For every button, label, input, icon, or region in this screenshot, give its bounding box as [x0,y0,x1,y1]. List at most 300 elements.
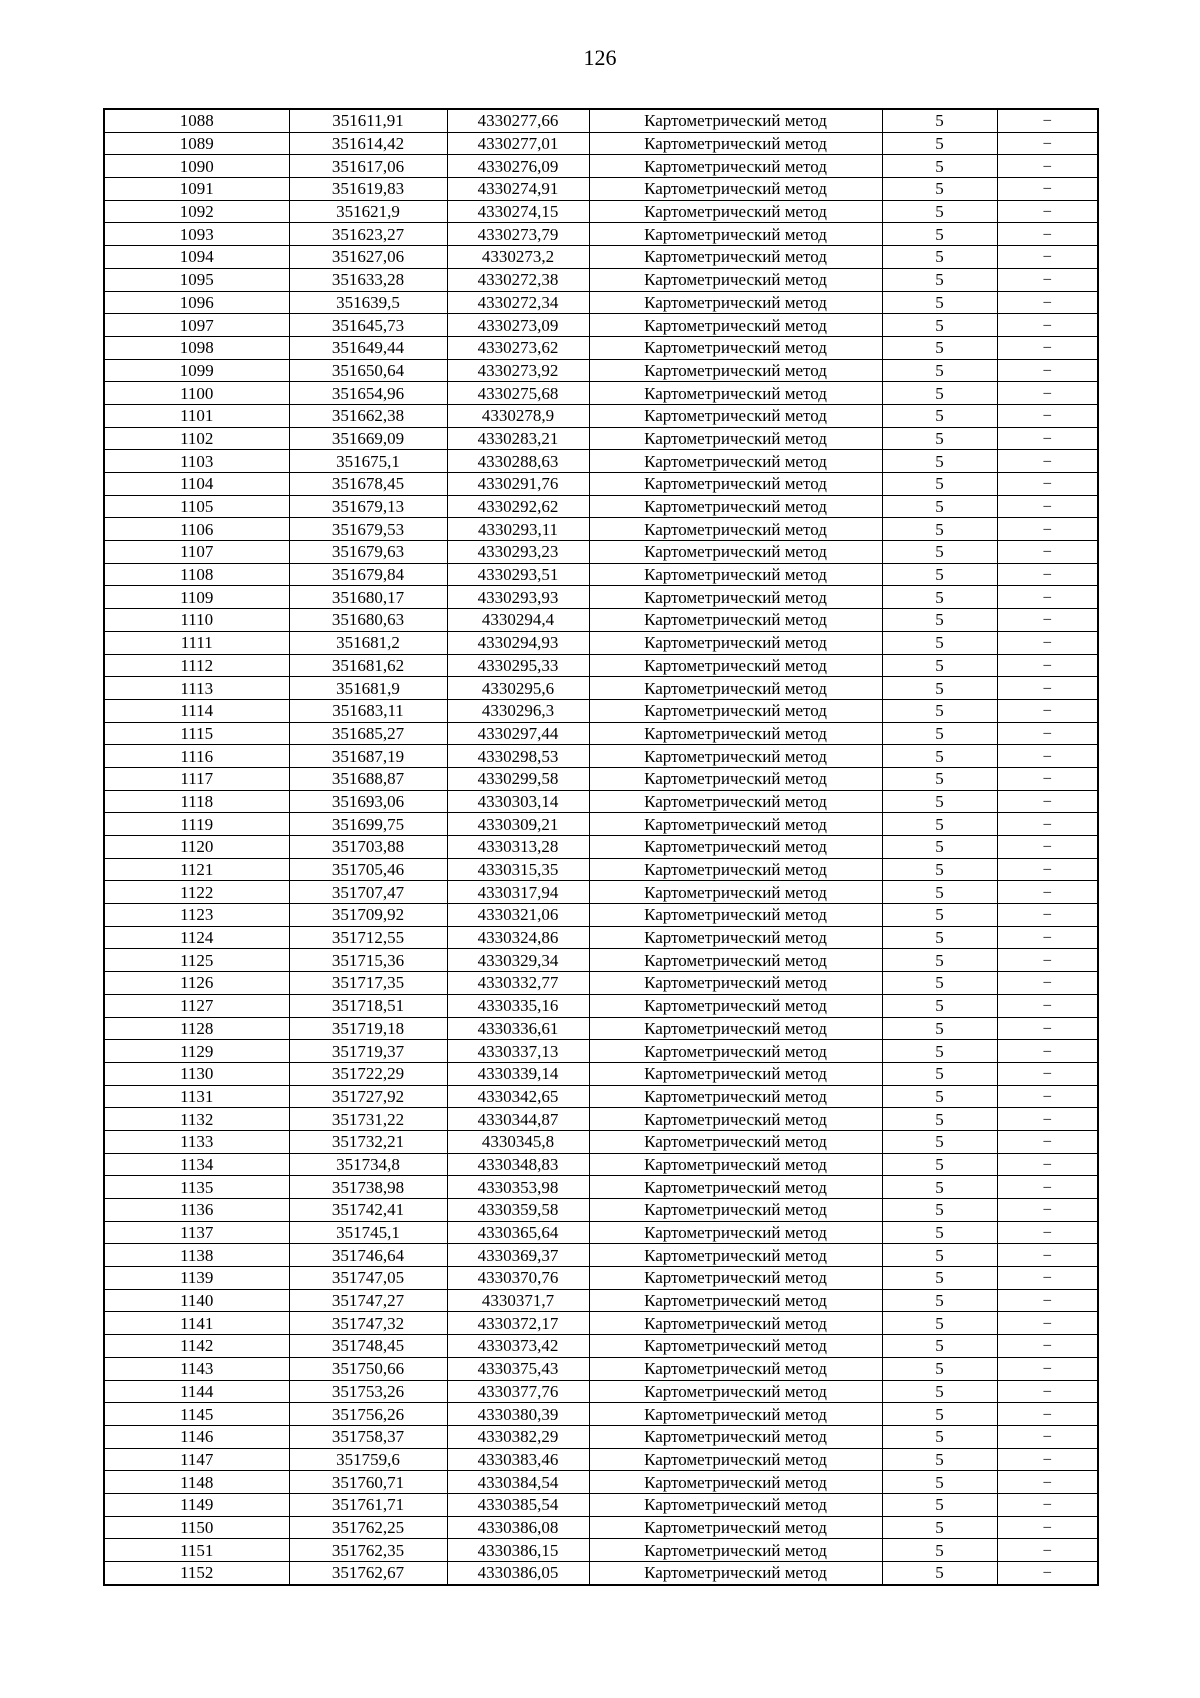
accuracy-cell: 5 [882,654,997,677]
y-coordinate-cell: 4330365,64 [447,1221,589,1244]
x-coordinate-cell: 351639,5 [289,291,447,314]
y-coordinate-cell: 4330345,8 [447,1130,589,1153]
point-number-cell: 1148 [104,1471,289,1494]
dash-cell: – [997,677,1098,700]
y-coordinate-cell: 4330371,7 [447,1289,589,1312]
table-row [104,1493,1098,1516]
table-row [104,1516,1098,1539]
dash-cell: – [997,1562,1098,1585]
y-coordinate-cell: 4330293,23 [447,541,589,564]
method-cell: Картометрический метод [589,1199,882,1222]
table-row [104,427,1098,450]
method-cell: Картометрический метод [589,699,882,722]
dash-cell: – [997,699,1098,722]
dash-cell: – [997,1017,1098,1040]
accuracy-cell: 5 [882,1516,997,1539]
point-number-cell: 1089 [104,132,289,155]
table-row [104,949,1098,972]
table-row [104,518,1098,541]
y-coordinate-cell: 4330273,09 [447,314,589,337]
y-coordinate-cell: 4330272,34 [447,291,589,314]
dash-cell: – [997,1267,1098,1290]
dash-cell: – [997,767,1098,790]
dash-cell: – [997,586,1098,609]
method-cell: Картометрический метод [589,631,882,654]
accuracy-cell: 5 [882,904,997,927]
y-coordinate-cell: 4330321,06 [447,904,589,927]
table-row [104,1221,1098,1244]
accuracy-cell: 5 [882,518,997,541]
method-cell: Картометрический метод [589,1176,882,1199]
dash-cell: – [997,495,1098,518]
accuracy-cell: 5 [882,336,997,359]
accuracy-cell: 5 [882,972,997,995]
accuracy-cell: 5 [882,109,997,132]
table-row [104,1153,1098,1176]
point-number-cell: 1116 [104,745,289,768]
table-row [104,178,1098,201]
accuracy-cell: 5 [882,699,997,722]
x-coordinate-cell: 351746,64 [289,1244,447,1267]
point-number-cell: 1144 [104,1380,289,1403]
dash-cell: – [997,291,1098,314]
accuracy-cell: 5 [882,1176,997,1199]
point-number-cell: 1121 [104,858,289,881]
accuracy-cell: 5 [882,246,997,269]
y-coordinate-cell: 4330275,68 [447,382,589,405]
accuracy-cell: 5 [882,382,997,405]
method-cell: Картометрический метод [589,1085,882,1108]
x-coordinate-cell: 351678,45 [289,473,447,496]
accuracy-cell: 5 [882,1425,997,1448]
method-cell: Картометрический метод [589,1380,882,1403]
x-coordinate-cell: 351719,18 [289,1017,447,1040]
method-cell: Картометрический метод [589,1244,882,1267]
point-number-cell: 1142 [104,1335,289,1358]
x-coordinate-cell: 351738,98 [289,1176,447,1199]
dash-cell: – [997,1403,1098,1426]
table-row [104,1108,1098,1131]
dash-cell: – [997,1493,1098,1516]
point-number-cell: 1141 [104,1312,289,1335]
x-coordinate-cell: 351680,17 [289,586,447,609]
dash-cell: – [997,1380,1098,1403]
table-row [104,404,1098,427]
x-coordinate-cell: 351688,87 [289,767,447,790]
method-cell: Картометрический метод [589,473,882,496]
method-cell: Картометрический метод [589,200,882,223]
x-coordinate-cell: 351718,51 [289,994,447,1017]
point-number-cell: 1104 [104,473,289,496]
accuracy-cell: 5 [882,1335,997,1358]
dash-cell: – [997,268,1098,291]
table-row [104,926,1098,949]
x-coordinate-cell: 351627,06 [289,246,447,269]
y-coordinate-cell: 4330272,38 [447,268,589,291]
x-coordinate-cell: 351745,1 [289,1221,447,1244]
x-coordinate-cell: 351699,75 [289,813,447,836]
table-row [104,1244,1098,1267]
method-cell: Картометрический метод [589,336,882,359]
y-coordinate-cell: 4330324,86 [447,926,589,949]
point-number-cell: 1111 [104,631,289,654]
dash-cell: – [997,1108,1098,1131]
accuracy-cell: 5 [882,563,997,586]
x-coordinate-cell: 351611,91 [289,109,447,132]
accuracy-cell: 5 [882,1130,997,1153]
method-cell: Картометрический метод [589,767,882,790]
dash-cell: – [997,1471,1098,1494]
point-number-cell: 1118 [104,790,289,813]
method-cell: Картометрический метод [589,1130,882,1153]
method-cell: Картометрический метод [589,1562,882,1585]
y-coordinate-cell: 4330380,39 [447,1403,589,1426]
accuracy-cell: 5 [882,1062,997,1085]
point-number-cell: 1112 [104,654,289,677]
accuracy-cell: 5 [882,745,997,768]
point-number-cell: 1143 [104,1357,289,1380]
accuracy-cell: 5 [882,1040,997,1063]
table-row [104,109,1098,132]
y-coordinate-cell: 4330294,93 [447,631,589,654]
dash-cell: – [997,178,1098,201]
point-number-cell: 1135 [104,1176,289,1199]
method-cell: Картометрический метод [589,382,882,405]
method-cell: Картометрический метод [589,926,882,949]
dash-cell: – [997,790,1098,813]
dash-cell: – [997,1539,1098,1562]
y-coordinate-cell: 4330342,65 [447,1085,589,1108]
accuracy-cell: 5 [882,586,997,609]
table-row [104,1062,1098,1085]
point-number-cell: 1132 [104,1108,289,1131]
table-row [104,1562,1098,1585]
x-coordinate-cell: 351762,67 [289,1562,447,1585]
method-cell: Картометрический метод [589,1425,882,1448]
y-coordinate-cell: 4330277,66 [447,109,589,132]
dash-cell: – [997,1085,1098,1108]
x-coordinate-cell: 351681,9 [289,677,447,700]
table-row [104,291,1098,314]
point-number-cell: 1129 [104,1040,289,1063]
table-row [104,994,1098,1017]
method-cell: Картометрический метод [589,949,882,972]
dash-cell: – [997,813,1098,836]
point-number-cell: 1151 [104,1539,289,1562]
y-coordinate-cell: 4330317,94 [447,881,589,904]
accuracy-cell: 5 [882,926,997,949]
method-cell: Картометрический метод [589,1062,882,1085]
x-coordinate-cell: 351719,37 [289,1040,447,1063]
x-coordinate-cell: 351669,09 [289,427,447,450]
x-coordinate-cell: 351681,2 [289,631,447,654]
y-coordinate-cell: 4330278,9 [447,404,589,427]
method-cell: Картометрический метод [589,1493,882,1516]
table-row [104,813,1098,836]
accuracy-cell: 5 [882,1357,997,1380]
table-row [104,1471,1098,1494]
accuracy-cell: 5 [882,1380,997,1403]
dash-cell: – [997,1448,1098,1471]
table-row [104,1357,1098,1380]
method-cell: Картометрический метод [589,609,882,632]
table-row [104,699,1098,722]
x-coordinate-cell: 351742,41 [289,1199,447,1222]
y-coordinate-cell: 4330293,11 [447,518,589,541]
dash-cell: – [997,926,1098,949]
method-cell: Картометрический метод [589,972,882,995]
dash-cell: – [997,200,1098,223]
y-coordinate-cell: 4330337,13 [447,1040,589,1063]
accuracy-cell: 5 [882,881,997,904]
point-number-cell: 1109 [104,586,289,609]
x-coordinate-cell: 351727,92 [289,1085,447,1108]
x-coordinate-cell: 351705,46 [289,858,447,881]
x-coordinate-cell: 351734,8 [289,1153,447,1176]
dash-cell: – [997,1062,1098,1085]
method-cell: Картометрический метод [589,1448,882,1471]
y-coordinate-cell: 4330373,42 [447,1335,589,1358]
x-coordinate-cell: 351715,36 [289,949,447,972]
table-row [104,1176,1098,1199]
method-cell: Картометрический метод [589,518,882,541]
point-number-cell: 1091 [104,178,289,201]
table-row [104,904,1098,927]
point-number-cell: 1094 [104,246,289,269]
point-number-cell: 1125 [104,949,289,972]
method-cell: Картометрический метод [589,359,882,382]
x-coordinate-cell: 351649,44 [289,336,447,359]
point-number-cell: 1145 [104,1403,289,1426]
dash-cell: – [997,1335,1098,1358]
method-cell: Картометрический метод [589,1471,882,1494]
x-coordinate-cell: 351762,25 [289,1516,447,1539]
dash-cell: – [997,1312,1098,1335]
method-cell: Картометрический метод [589,246,882,269]
coordinates-table [103,108,1099,1586]
accuracy-cell: 5 [882,427,997,450]
y-coordinate-cell: 4330273,92 [447,359,589,382]
point-number-cell: 1093 [104,223,289,246]
y-coordinate-cell: 4330294,4 [447,609,589,632]
y-coordinate-cell: 4330359,58 [447,1199,589,1222]
accuracy-cell: 5 [882,1289,997,1312]
table-row [104,1289,1098,1312]
table-row [104,881,1098,904]
table-row [104,1539,1098,1562]
x-coordinate-cell: 351679,63 [289,541,447,564]
dash-cell: – [997,246,1098,269]
table-row [104,1312,1098,1335]
accuracy-cell: 5 [882,541,997,564]
method-cell: Картометрический метод [589,1335,882,1358]
accuracy-cell: 5 [882,450,997,473]
point-number-cell: 1146 [104,1425,289,1448]
table-row [104,745,1098,768]
dash-cell: – [997,609,1098,632]
y-coordinate-cell: 4330298,53 [447,745,589,768]
accuracy-cell: 5 [882,767,997,790]
dash-cell: – [997,1425,1098,1448]
accuracy-cell: 5 [882,1199,997,1222]
x-coordinate-cell: 351747,05 [289,1267,447,1290]
method-cell: Картометрический метод [589,904,882,927]
method-cell: Картометрический метод [589,1267,882,1290]
accuracy-cell: 5 [882,1153,997,1176]
y-coordinate-cell: 4330274,91 [447,178,589,201]
y-coordinate-cell: 4330382,29 [447,1425,589,1448]
x-coordinate-cell: 351717,35 [289,972,447,995]
table-row [104,586,1098,609]
y-coordinate-cell: 4330332,77 [447,972,589,995]
table-row [104,1199,1098,1222]
point-number-cell: 1136 [104,1199,289,1222]
point-number-cell: 1131 [104,1085,289,1108]
table-row [104,314,1098,337]
method-cell: Картометрический метод [589,1289,882,1312]
method-cell: Картометрический метод [589,1017,882,1040]
point-number-cell: 1100 [104,382,289,405]
point-number-cell: 1095 [104,268,289,291]
page-number: 126 [583,45,617,70]
accuracy-cell: 5 [882,1108,997,1131]
x-coordinate-cell: 351709,92 [289,904,447,927]
accuracy-cell: 5 [882,609,997,632]
y-coordinate-cell: 4330353,98 [447,1176,589,1199]
accuracy-cell: 5 [882,1221,997,1244]
point-number-cell: 1150 [104,1516,289,1539]
accuracy-cell: 5 [882,404,997,427]
method-cell: Картометрический метод [589,586,882,609]
point-number-cell: 1113 [104,677,289,700]
y-coordinate-cell: 4330296,3 [447,699,589,722]
y-coordinate-cell: 4330273,79 [447,223,589,246]
table-row [104,767,1098,790]
y-coordinate-cell: 4330313,28 [447,836,589,859]
x-coordinate-cell: 351662,38 [289,404,447,427]
point-number-cell: 1106 [104,518,289,541]
method-cell: Картометрический метод [589,722,882,745]
x-coordinate-cell: 351681,62 [289,654,447,677]
y-coordinate-cell: 4330295,33 [447,654,589,677]
y-coordinate-cell: 4330384,54 [447,1471,589,1494]
table-row [104,382,1098,405]
table-row [104,1040,1098,1063]
x-coordinate-cell: 351617,06 [289,155,447,178]
x-coordinate-cell: 351753,26 [289,1380,447,1403]
dash-cell: – [997,904,1098,927]
table-row [104,654,1098,677]
accuracy-cell: 5 [882,495,997,518]
point-number-cell: 1115 [104,722,289,745]
method-cell: Картометрический метод [589,404,882,427]
dash-cell: – [997,223,1098,246]
accuracy-cell: 5 [882,132,997,155]
method-cell: Картометрический метод [589,223,882,246]
point-number-cell: 1127 [104,994,289,1017]
y-coordinate-cell: 4330292,62 [447,495,589,518]
y-coordinate-cell: 4330288,63 [447,450,589,473]
method-cell: Картометрический метод [589,1357,882,1380]
x-coordinate-cell: 351761,71 [289,1493,447,1516]
table-row [104,1017,1098,1040]
table-row [104,336,1098,359]
y-coordinate-cell: 4330383,46 [447,1448,589,1471]
accuracy-cell: 5 [882,473,997,496]
dash-cell: – [997,427,1098,450]
y-coordinate-cell: 4330377,76 [447,1380,589,1403]
y-coordinate-cell: 4330295,6 [447,677,589,700]
dash-cell: – [997,132,1098,155]
accuracy-cell: 5 [882,949,997,972]
y-coordinate-cell: 4330274,15 [447,200,589,223]
accuracy-cell: 5 [882,155,997,178]
method-cell: Картометрический метод [589,563,882,586]
accuracy-cell: 5 [882,994,997,1017]
point-number-cell: 1114 [104,699,289,722]
dash-cell: – [997,722,1098,745]
table-row [104,563,1098,586]
table-row [104,541,1098,564]
accuracy-cell: 5 [882,268,997,291]
x-coordinate-cell: 351762,35 [289,1539,447,1562]
accuracy-cell: 5 [882,1267,997,1290]
point-number-cell: 1097 [104,314,289,337]
x-coordinate-cell: 351747,32 [289,1312,447,1335]
y-coordinate-cell: 4330329,34 [447,949,589,972]
accuracy-cell: 5 [882,790,997,813]
y-coordinate-cell: 4330344,87 [447,1108,589,1131]
point-number-cell: 1128 [104,1017,289,1040]
y-coordinate-cell: 4330386,05 [447,1562,589,1585]
x-coordinate-cell: 351750,66 [289,1357,447,1380]
table-row [104,495,1098,518]
x-coordinate-cell: 351679,53 [289,518,447,541]
accuracy-cell: 5 [882,223,997,246]
point-number-cell: 1149 [104,1493,289,1516]
dash-cell: – [997,1176,1098,1199]
x-coordinate-cell: 351645,73 [289,314,447,337]
method-cell: Картометрический метод [589,881,882,904]
method-cell: Картометрический метод [589,858,882,881]
dash-cell: – [997,1289,1098,1312]
dash-cell: – [997,1516,1098,1539]
point-number-cell: 1133 [104,1130,289,1153]
table-row [104,450,1098,473]
accuracy-cell: 5 [882,1017,997,1040]
point-number-cell: 1107 [104,541,289,564]
dash-cell: – [997,336,1098,359]
x-coordinate-cell: 351732,21 [289,1130,447,1153]
table-row [104,132,1098,155]
y-coordinate-cell: 4330273,2 [447,246,589,269]
y-coordinate-cell: 4330283,21 [447,427,589,450]
method-cell: Картометрический метод [589,541,882,564]
table-row [104,677,1098,700]
table-row [104,1335,1098,1358]
point-number-cell: 1099 [104,359,289,382]
accuracy-cell: 5 [882,836,997,859]
dash-cell: – [997,881,1098,904]
accuracy-cell: 5 [882,291,997,314]
x-coordinate-cell: 351654,96 [289,382,447,405]
dash-cell: – [997,858,1098,881]
y-coordinate-cell: 4330291,76 [447,473,589,496]
method-cell: Картометрический метод [589,654,882,677]
dash-cell: – [997,450,1098,473]
point-number-cell: 1123 [104,904,289,927]
method-cell: Картометрический метод [589,1516,882,1539]
